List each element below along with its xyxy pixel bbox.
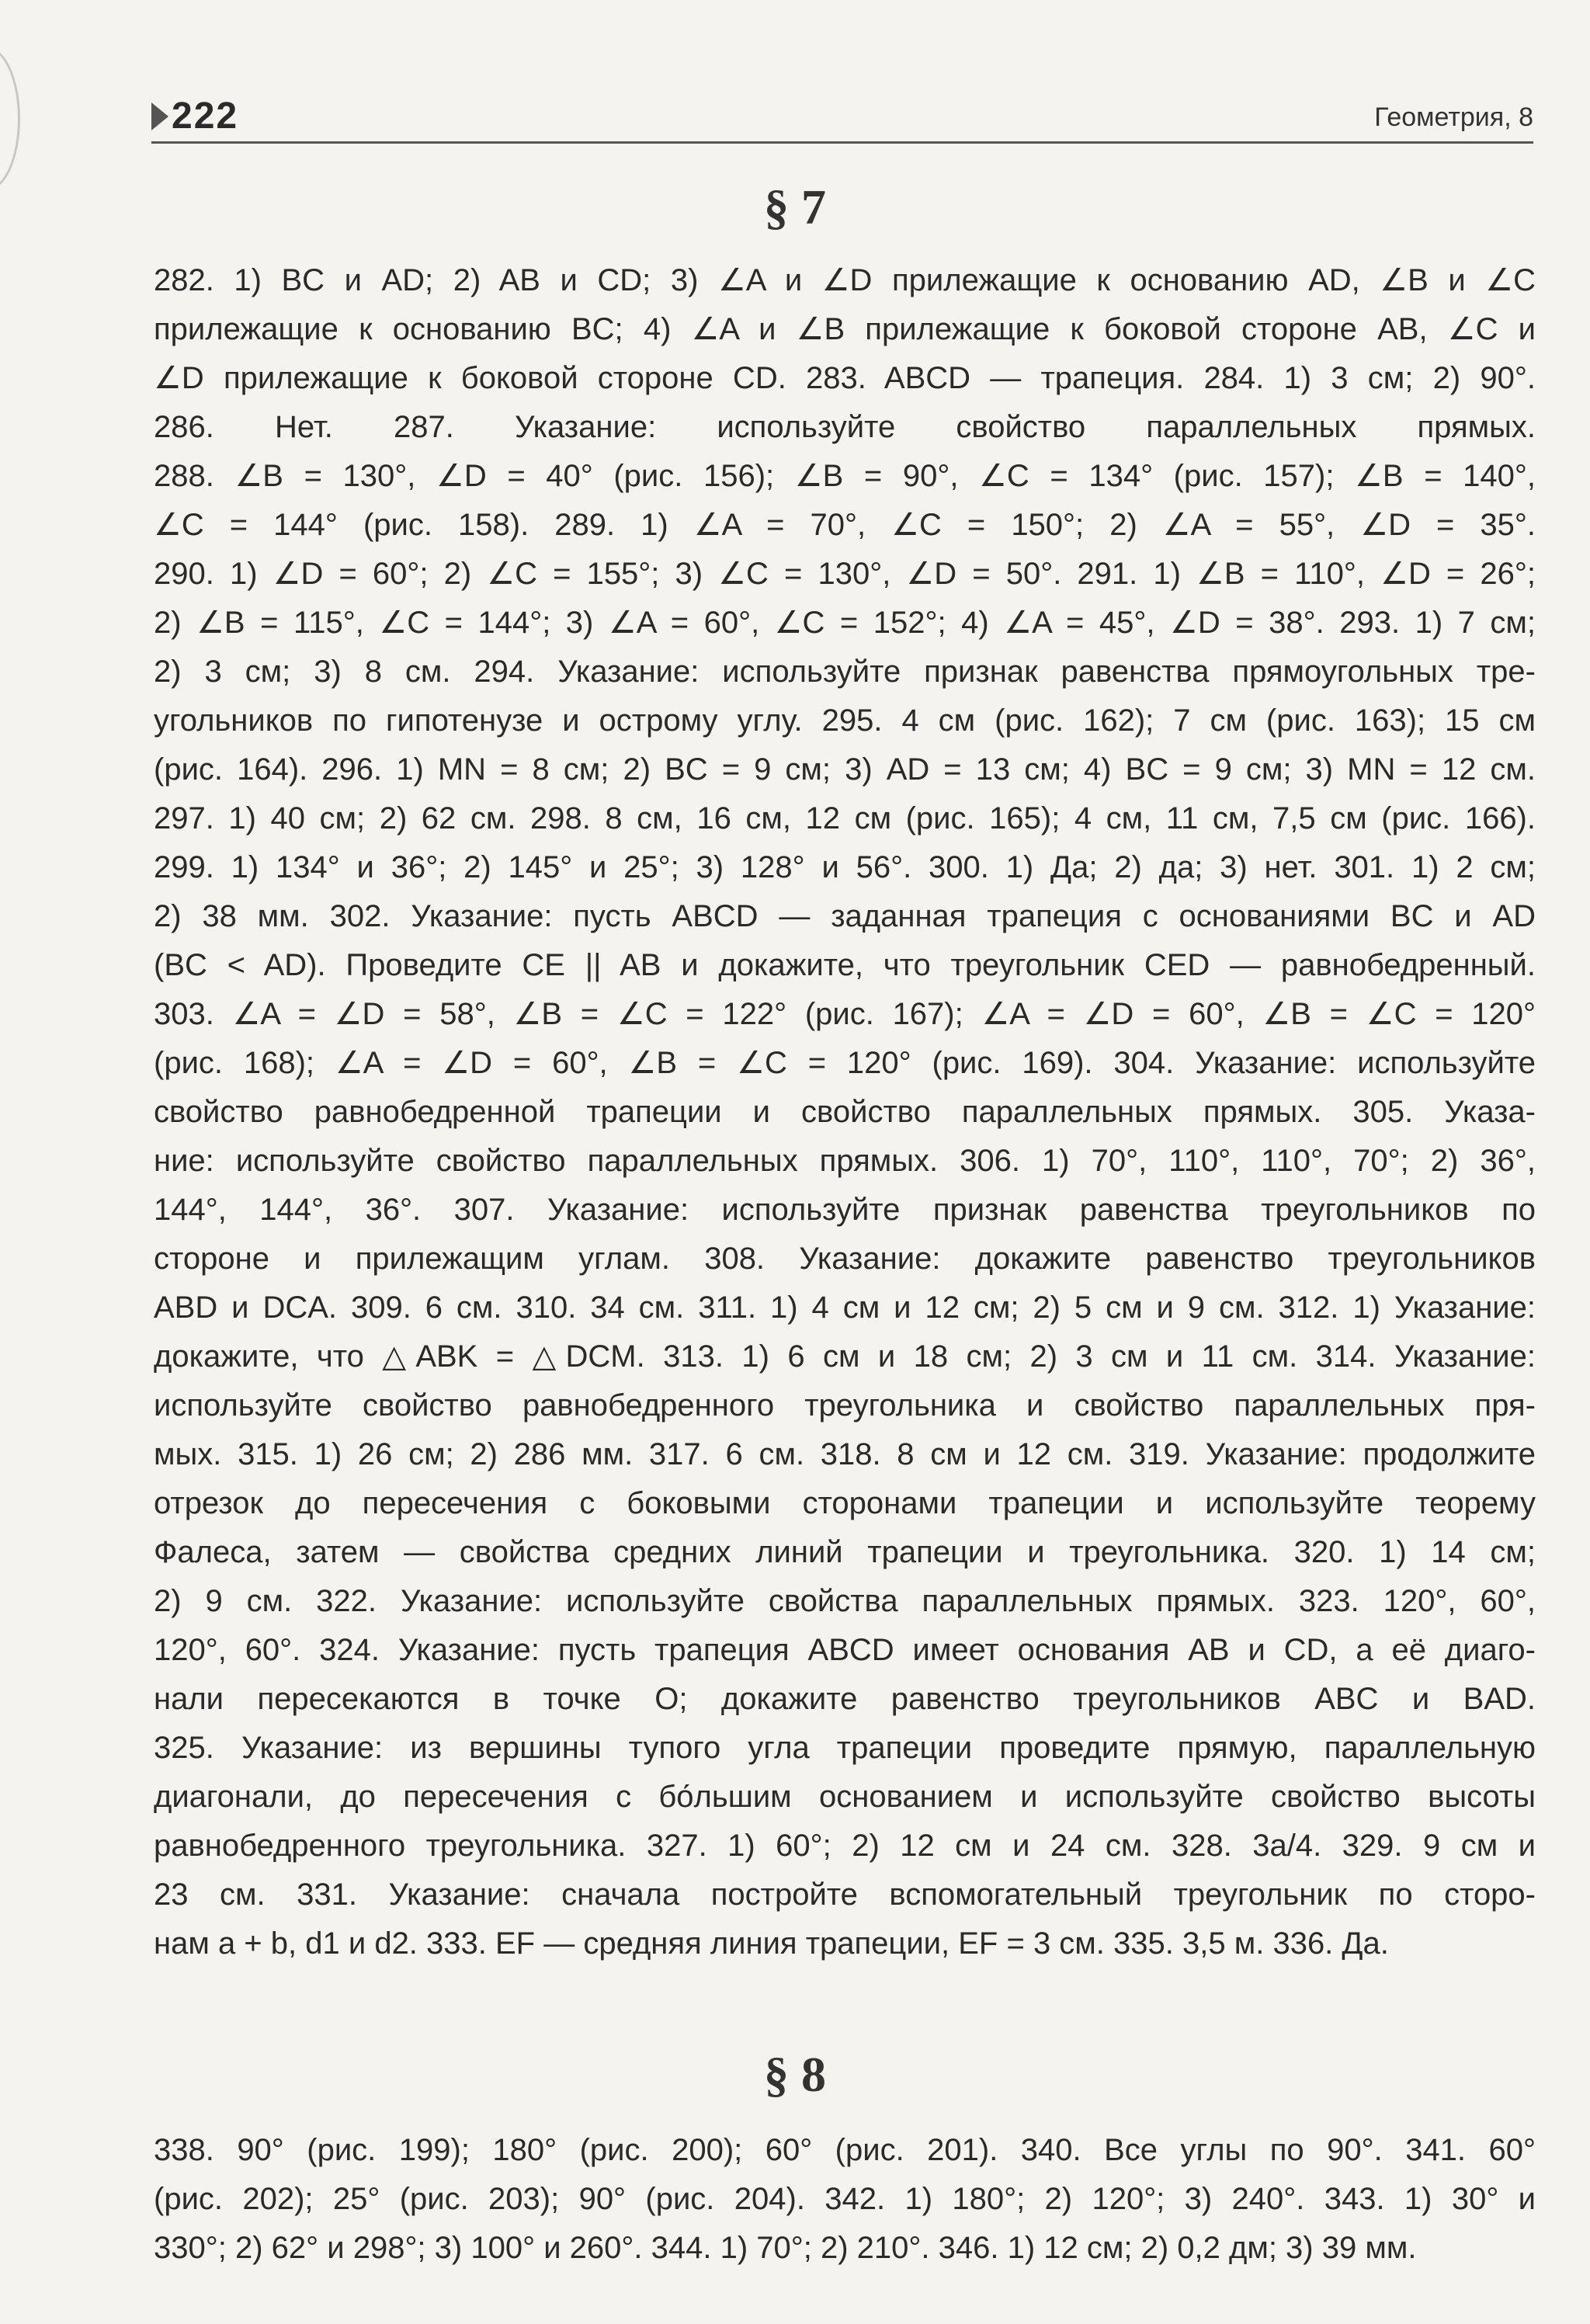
section-8-answers xyxy=(154,2126,1536,2273)
answer-line: ∠C = 144° (рис. 158). 289. 1) ∠A = 70°, ∠C = 150°; 2) ∠A = 55°, ∠D = 35°. xyxy=(154,508,1536,542)
section-title-8: § 8 xyxy=(764,2047,826,2102)
running-title: Геометрия, 8 xyxy=(1374,102,1533,132)
page-header xyxy=(151,95,1533,144)
answer-line: Фалеса, затем — свойства средних линий трапеции и треугольника. 320. 1) 14 см; xyxy=(154,1535,1536,1569)
answer-line: докажите, что △ABK = △DCM. 313. 1) 6 см и 18 см; 2) 3 см и 11 см. 314. Указание: xyxy=(154,1339,1536,1374)
answer-line: угольников по гипотенузе и острому углу. 295. 4 см (рис. 162); 7 см (рис. 163); 15 см xyxy=(154,703,1536,738)
answer-line: свойство равнобедренной трапеции и свойство параллельных прямых. 305. Указа- xyxy=(154,1095,1536,1129)
answer-line: 2) ∠B = 115°, ∠C = 144°; 3) ∠A = 60°, ∠C = 152°; 4) ∠A = 45°, ∠D = 38°. 293. 1) 7 см; xyxy=(154,606,1536,640)
answer-line: ние: используйте свойство параллельных прямых. 306. 1) 70°, 110°, 110°, 70°; 2) 36°, xyxy=(154,1144,1536,1178)
answer-line: 330°; 2) 62° и 298°; 3) 100° и 260°. 344. 1) 70°; 2) 210°. 346. 1) 12 см; 2) 0,2 дм; 3) 39 мм. xyxy=(154,2231,1417,2265)
answer-line: (рис. 168); ∠A = ∠D = 60°, ∠B = ∠C = 120° (рис. 169). 304. Указание: используйте xyxy=(154,1046,1536,1080)
answer-line: 338. 90° (рис. 199); 180° (рис. 200); 60° (рис. 201). 340. Все углы по 90°. 341. 60° xyxy=(154,2133,1536,2167)
answer-line: (рис. 164). 296. 1) MN = 8 см; 2) BC = 9 см; 3) AD = 13 см; 4) BC = 9 см; 3) MN = 12 см. xyxy=(154,752,1536,787)
answer-line: 144°, 144°, 36°. 307. Указание: используйте признак равенства треугольников по xyxy=(154,1193,1536,1227)
answer-line: ABD и DCA. 309. 6 см. 310. 34 см. 311. 1) 4 см и 12 см; 2) 5 см и 9 см. 312. 1) Указание: xyxy=(154,1291,1536,1325)
answer-line: 23 см. 331. Указание: сначала постройте вспомогательный треугольник по сторо- xyxy=(154,1878,1536,1912)
answer-line: 2) 3 см; 3) 8 см. 294. Указание: используйте признак равенства прямоугольных тре- xyxy=(154,655,1536,689)
answer-line: 303. ∠A = ∠D = 58°, ∠B = ∠C = 122° (рис. 167); ∠A = ∠D = 60°, ∠B = ∠C = 120° xyxy=(154,997,1536,1031)
answer-line: 288. ∠B = 130°, ∠D = 40° (рис. 156); ∠B = 90°, ∠C = 134° (рис. 157); ∠B = 140°, xyxy=(154,459,1536,493)
answer-line: 325. Указание: из вершины тупого угла трапеции проведите прямую, параллельную xyxy=(154,1731,1536,1765)
answer-line: нам a + b, d1 и d2. 333. EF — средняя линия трапеции, EF = 3 см. 335. 3,5 м. 336. Да. xyxy=(154,1926,1389,1961)
answer-line: 290. 1) ∠D = 60°; 2) ∠C = 155°; 3) ∠C = 130°, ∠D = 50°. 291. 1) ∠B = 110°, ∠D = 26°; xyxy=(154,557,1536,591)
answer-line: 2) 38 мм. 302. Указание: пусть ABCD — заданная трапеция с основаниями BC и AD xyxy=(154,899,1536,933)
answer-line: 2) 9 см. 322. Указание: используйте свойства параллельных прямых. 323. 120°, 60°, xyxy=(154,1584,1536,1618)
answer-line: ∠D прилежащие к боковой стороне CD. 283. ABCD — трапеция. 284. 1) 3 см; 2) 90°. xyxy=(154,361,1536,395)
answer-line: стороне и прилежащим углам. 308. Указание: докажите равенство треугольников xyxy=(154,1242,1536,1276)
answer-line: мых. 315. 1) 26 см; 2) 286 мм. 317. 6 см. 318. 8 см и 12 см. 319. Указание: продолжите xyxy=(154,1437,1536,1471)
answer-line: 297. 1) 40 см; 2) 62 см. 298. 8 см, 16 см, 12 см (рис. 165); 4 см, 11 см, 7,5 см (рис. 166). xyxy=(154,801,1536,835)
answer-line: 286. Нет. 287. Указание: используйте свойство параллельных прямых. xyxy=(154,410,1536,444)
section-7-answers xyxy=(154,256,1536,1968)
answer-line: 299. 1) 134° и 36°; 2) 145° и 25°; 3) 128° и 56°. 300. 1) Да; 2) да; 3) нет. 301. 1) 2 см; xyxy=(154,850,1536,884)
section-title-7: § 7 xyxy=(764,179,826,234)
answer-line: равнобедренного треугольника. 327. 1) 60°; 2) 12 см и 24 см. 328. 3a/4. 329. 9 см и xyxy=(154,1829,1536,1863)
answer-line: 120°, 60°. 324. Указание: пусть трапеция ABCD имеет основания AB и CD, а её диаго- xyxy=(154,1633,1536,1667)
page-number xyxy=(151,95,238,137)
page-number-text: 222 xyxy=(172,96,239,137)
answer-line: отрезок до пересечения с боковыми сторонами трапеции и используйте теорему xyxy=(154,1486,1536,1520)
answer-line: нали пересекаются в точке O; докажите равенство треугольников ABC и BAD. xyxy=(154,1682,1536,1716)
answer-line: (рис. 202); 25° (рис. 203); 90° (рис. 204). 342. 1) 180°; 2) 120°; 3) 240°. 343. 1) 30° и xyxy=(154,2182,1536,2216)
answer-line: прилежащие к основанию BC; 4) ∠A и ∠B прилежащие к боковой стороне AB, ∠C и xyxy=(154,312,1536,346)
page-edge-curve xyxy=(0,47,20,191)
answer-line: (BC < AD). Проведите CE || AB и докажите, что треугольник CED — равнобедренный. xyxy=(154,948,1536,982)
answer-line: 282. 1) BC и AD; 2) AB и CD; 3) ∠A и ∠D прилежащие к основанию AD, ∠B и ∠C xyxy=(154,263,1536,297)
answer-line: используйте свойство равнобедренного треугольника и свойство параллельных пря- xyxy=(154,1388,1536,1423)
answer-line: диагонали, до пересечения с бо́льшим основанием и используйте свойство высоты xyxy=(154,1780,1536,1814)
page-marker-icon xyxy=(151,102,168,130)
